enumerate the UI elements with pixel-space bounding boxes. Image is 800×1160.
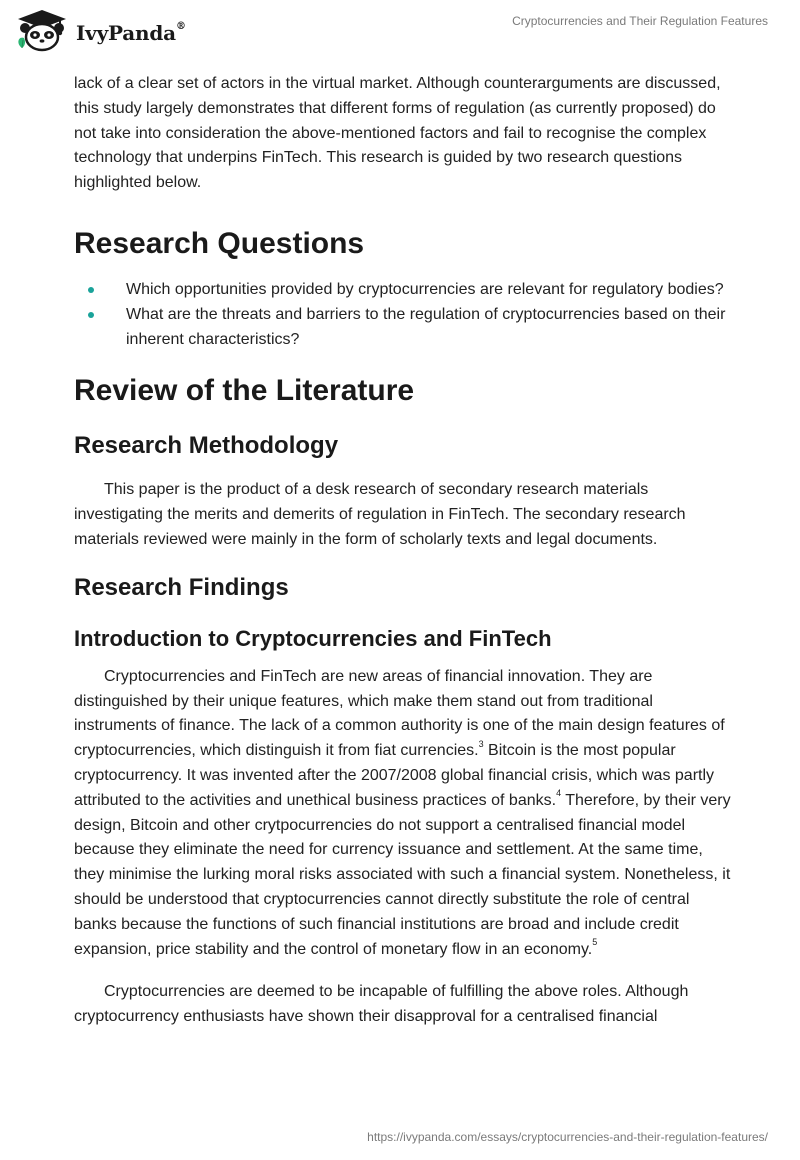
intro-paragraph: lack of a clear set of actors in the virtual market. Although counterarguments are discussed, this study largely demonstrates that different forms of regulation (as currently proposed) do not take into consideration the above-mentioned factors and fail to recognise the complex technology that underpins FinTech. This research is guided by two research questions highlighted below. xyxy=(74,75,721,192)
bullet-icon xyxy=(88,312,94,318)
footnote-ref[interactable]: 3 xyxy=(478,738,484,749)
literature-review-heading: Review of the Literature xyxy=(74,374,415,408)
article-body xyxy=(74,72,734,1030)
list-item: What are the threats and barriers to the regulation of cryptocurrencies based on their inherent characteristics? xyxy=(74,303,734,353)
research-findings-heading: Research Findings xyxy=(74,573,289,601)
research-methodology-heading: Research Methodology xyxy=(74,432,339,460)
research-questions-heading: Research Questions xyxy=(74,226,365,260)
document-title: Cryptocurrencies and Their Regulation Features xyxy=(512,14,768,28)
research-questions-list xyxy=(74,278,734,352)
footnote-ref[interactable]: 4 xyxy=(556,788,562,799)
page-header xyxy=(0,0,800,70)
footnote-ref[interactable]: 5 xyxy=(592,937,598,948)
crypto-paragraph: Cryptocurrencies and FinTech are new areas of financial innovation. They are distinguished by their unique features, which make them stand out from traditional instruments of finance. The lack of a common authority is one of the main design features of cryptocurrencies, which distinguish it from fiat currencies.$^3$ Bitcoin is the most popular cryptocurrency. It was invented after the 2007/2008 global financial crisis, which was partly attributed to the activities and unethical business practices of banks.$^4$ Therefore, by their very design, Bitcoin and other crytpocurrencies do not support a centralised financial model because they eliminate the need for currency issuance and settlement. At the same time, they minimise the lurking moral risks associated with such a financial system. Nonetheless, it should be understood that cryptocurrencies cannot directly substitute the role of central banks because the functions of such financial institutions are broad and include credit expansion, price stability and the control of monetary flow in an economy.$^5$ xyxy=(74,667,731,958)
methodology-paragraph: This paper is the product of a desk research of secondary research materials investigating the merits and demerits of regulation in FinTech. The secondary research materials reviewed were mainly in the form of scholarly texts and legal documents. xyxy=(74,481,686,548)
list-item: Which opportunities provided by cryptocurrencies are relevant for regulatory bodies? xyxy=(74,278,734,303)
ivypanda-logo[interactable] xyxy=(14,8,186,54)
panda-graduate-icon xyxy=(14,8,70,54)
intro-crypto-heading: Introduction to Cryptocurrencies and FinTech xyxy=(74,625,552,651)
brand-name: IvyPanda® xyxy=(76,21,186,45)
closing-paragraph: Cryptocurrencies are deemed to be incapable of fulfilling the above roles. Although cryptocurrency enthusiasts have shown their disapproval for a centralised financial xyxy=(74,983,689,1026)
bullet-icon xyxy=(88,287,94,293)
source-url[interactable]: https://ivypanda.com/essays/cryptocurrencies-and-their-regulation-features/ xyxy=(367,1130,768,1144)
